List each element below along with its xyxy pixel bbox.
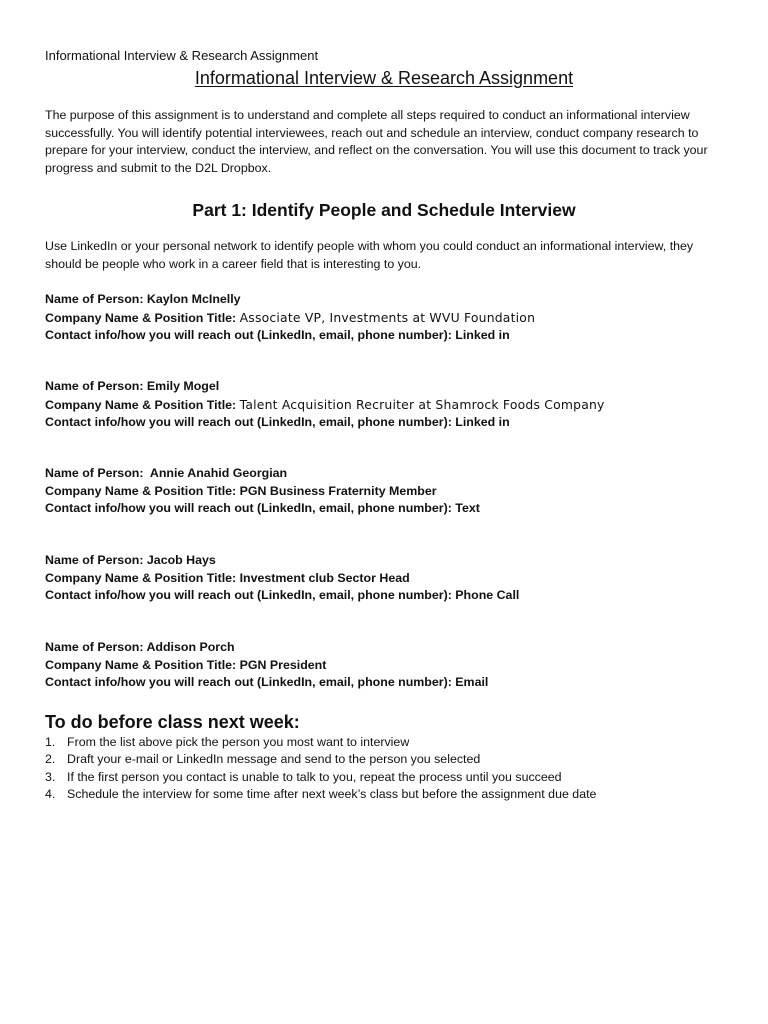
person-contact-line	[45, 414, 725, 432]
name-label: Name of Person:	[45, 379, 147, 393]
contact-label: Contact info/how you will reach out (LinkedIn, email, phone number):	[45, 415, 456, 429]
todo-list	[45, 734, 725, 803]
person-company-line	[45, 483, 725, 501]
person-contact-line	[45, 587, 725, 605]
company-label: Company Name & Position Title:	[45, 397, 240, 412]
contact-label: Contact info/how you will reach out (LinkedIn, email, phone number):	[45, 501, 456, 515]
person-position: Talent Acquisition Recruiter at Shamrock Foods Company	[239, 396, 605, 412]
person-entry-2	[45, 378, 725, 432]
running-header: Informational Interview & Research Assignment	[45, 48, 319, 63]
person-company-line	[45, 657, 725, 675]
list-number: 2.	[45, 752, 56, 767]
person-name: Kaylon McInelly	[146, 292, 241, 306]
person-contact: Linked in	[455, 415, 510, 429]
person-entry-1	[45, 291, 725, 345]
name-label: Name of Person:	[45, 466, 147, 480]
list-text: If the first person you contact is unable to talk to you, repeat the process until you succeed	[67, 769, 562, 784]
person-name: Annie Anahid Georgian	[146, 466, 288, 480]
list-item	[45, 786, 725, 803]
person-position: PGN Business Fraternity Member	[239, 483, 437, 498]
person-name: Emily Mogel	[146, 379, 220, 393]
contact-label: Contact info/how you will reach out (LinkedIn, email, phone number):	[45, 588, 456, 602]
todo-heading: To do before class next week:	[45, 712, 300, 732]
person-name-line	[45, 552, 725, 570]
person-position: Investment club Sector Head	[239, 570, 410, 585]
document-title: Informational Interview & Research Assignment	[194, 68, 574, 88]
name-label: Name of Person:	[45, 292, 147, 306]
person-contact: Linked in	[455, 328, 510, 342]
person-contact-line	[45, 500, 725, 518]
part1-heading: Part 1: Identify People and Schedule Interview	[192, 200, 576, 220]
company-label: Company Name & Position Title:	[45, 310, 240, 325]
person-name-line	[45, 378, 725, 396]
contact-label: Contact info/how you will reach out (LinkedIn, email, phone number):	[45, 675, 456, 689]
person-name: Jacob Hays	[146, 553, 216, 567]
name-label: Name of Person:	[45, 553, 147, 567]
name-label: Name of Person:	[45, 640, 147, 654]
person-company-line	[45, 309, 725, 328]
part1-description: Use LinkedIn or your personal network to identify people with whom you could conduct an informational interview, they should be people who work in a career field that is interesting to you.	[45, 239, 694, 271]
intro-paragraph: The purpose of this assignment is to understand and complete all steps required to conduct an informational interview successfully. You will identify potential interviewees, reach out and schedule an interview, conduct company research to prepare for your interview, conduct the interview, and reflect on the conversation. You will use this document to track your progress and submit to the D2L Dropbox.	[45, 108, 708, 175]
person-entry-3	[45, 465, 725, 518]
list-text: Schedule the interview for some time after next week’s class but before the assignment due date	[67, 786, 597, 801]
person-contact-line	[45, 327, 725, 345]
person-name-line	[45, 291, 725, 309]
list-item	[45, 734, 725, 751]
list-text: Draft your e-mail or LinkedIn message and send to the person you selected	[67, 752, 481, 767]
person-contact: Phone Call	[455, 588, 520, 602]
person-company-line	[45, 570, 725, 588]
person-position: Associate VP, Investments at WVU Foundation	[239, 309, 536, 325]
contact-label: Contact info/how you will reach out (LinkedIn, email, phone number):	[45, 328, 456, 342]
person-name: Addison Porch	[146, 640, 235, 654]
list-text: From the list above pick the person you most want to interview	[67, 735, 410, 749]
list-number: 3.	[45, 769, 56, 784]
person-contact: Text	[455, 501, 480, 515]
company-label: Company Name & Position Title:	[45, 483, 240, 498]
person-name-line	[45, 465, 725, 483]
person-name-line	[45, 639, 725, 657]
person-entry-5	[45, 639, 725, 692]
person-contact: Email	[455, 675, 489, 689]
company-label: Company Name & Position Title:	[45, 570, 240, 585]
person-entry-4	[45, 552, 725, 605]
person-contact-line	[45, 674, 725, 692]
person-position: PGN President	[239, 657, 327, 672]
person-company-line	[45, 396, 725, 415]
company-label: Company Name & Position Title:	[45, 657, 240, 672]
list-item	[45, 769, 725, 786]
list-item	[45, 751, 725, 768]
list-number: 1.	[45, 735, 56, 749]
list-number: 4.	[45, 786, 56, 801]
